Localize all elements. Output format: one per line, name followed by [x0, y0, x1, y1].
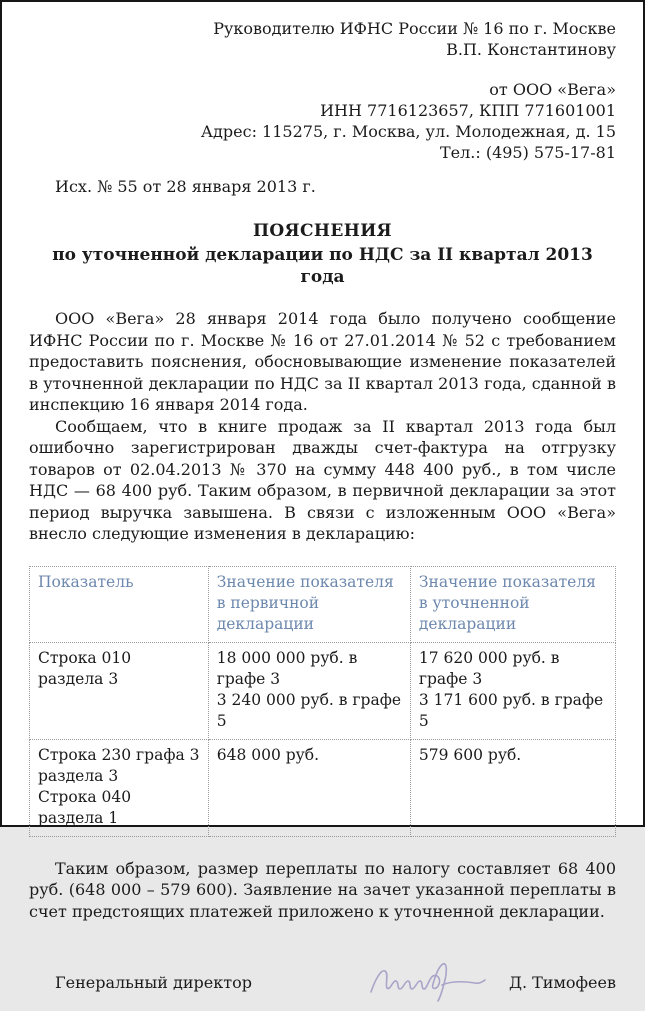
handwritten-signature	[359, 954, 499, 1011]
body-text	[29, 308, 616, 545]
paragraph-1: ООО «Вега» 28 января 2014 года было получено сообщение ИФНС России по г. Москве № 16 от 27.01.2014 № 52 с требованием предоставить пояснения, обосновывающие изменение показателей в уточненной декларации по НДС за II квартал 2013 года, сданной в инспекцию 16 января 2014 года.	[29, 309, 616, 414]
signature-block	[29, 966, 616, 1006]
column-header-revised-declaration: Значение показателя в уточненной декларации	[410, 566, 615, 642]
outgoing-reference: Исх. № 55 от 28 января 2013 г.	[55, 177, 316, 196]
sender-inn-kpp: ИНН 7716123657, КПП 771601001	[320, 101, 616, 120]
sender-address: Адрес: 115275, г. Москва, ул. Молодежная, д. 15	[200, 122, 616, 141]
paragraph-2: Сообщаем, что в книге продаж за II квартал 2013 года был ошибочно зарегистрирован дважды счет-фактура на отгрузку товаров от 02.04.2013 № 370 на сумму 448 400 руб., в том числе НДС — 68 400 руб. Таким образом, в первичной декларации за этот период выручка завышена. В связи с изложенным ООО «Вега» внесло следующие изменения в декларацию:	[29, 416, 616, 543]
cell-primary-value: 18 000 000 руб. в графе 3 3 240 000 руб. в графе 5	[208, 642, 410, 739]
column-header-primary-declaration: Значение показателя в первичной декларации	[208, 566, 410, 642]
sender-phone: Тел.: (495) 575-17-81	[439, 143, 616, 162]
signatory-name: Д. Тимофеев	[508, 973, 616, 992]
declaration-changes-table	[29, 566, 616, 837]
sender-from: от ООО «Вега»	[489, 80, 616, 99]
closing-text	[29, 858, 616, 923]
recipient-block	[29, 18, 616, 60]
recipient-line-1: Руководителю ИФНС России № 16 по г. Москве	[213, 19, 616, 38]
column-header-indicator: Показатель	[30, 566, 209, 642]
cell-revised-value: 17 620 000 руб. в графе 3 3 171 600 руб. в графе 5	[410, 642, 615, 739]
sender-block	[29, 79, 616, 163]
document-subtitle: по уточненной декларации по НДС за II квартал 2013 года	[52, 245, 593, 287]
recipient-line-2: В.П. Константинову	[446, 40, 616, 59]
document-title: ПОЯСНЕНИЯ	[252, 221, 393, 241]
table-row	[30, 642, 616, 739]
cell-revised-value: 579 600 руб.	[410, 739, 615, 836]
cell-primary-value: 648 000 руб.	[208, 739, 410, 836]
table-header-row	[30, 566, 616, 642]
cell-indicator: Строка 230 графа 3 раздела 3 Строка 040 раздела 1	[30, 739, 209, 836]
table-row	[30, 739, 616, 836]
paragraph-3: Таким образом, размер переплаты по налогу составляет 68 400 руб. (648 000 – 579 600). Заявление на зачет указанной переплаты в счет предстоящих платежей приложено к уточненной декларации.	[29, 858, 616, 921]
cell-indicator: Строка 010 раздела 3	[30, 642, 209, 739]
signatory-position: Генеральный директор	[55, 973, 252, 992]
